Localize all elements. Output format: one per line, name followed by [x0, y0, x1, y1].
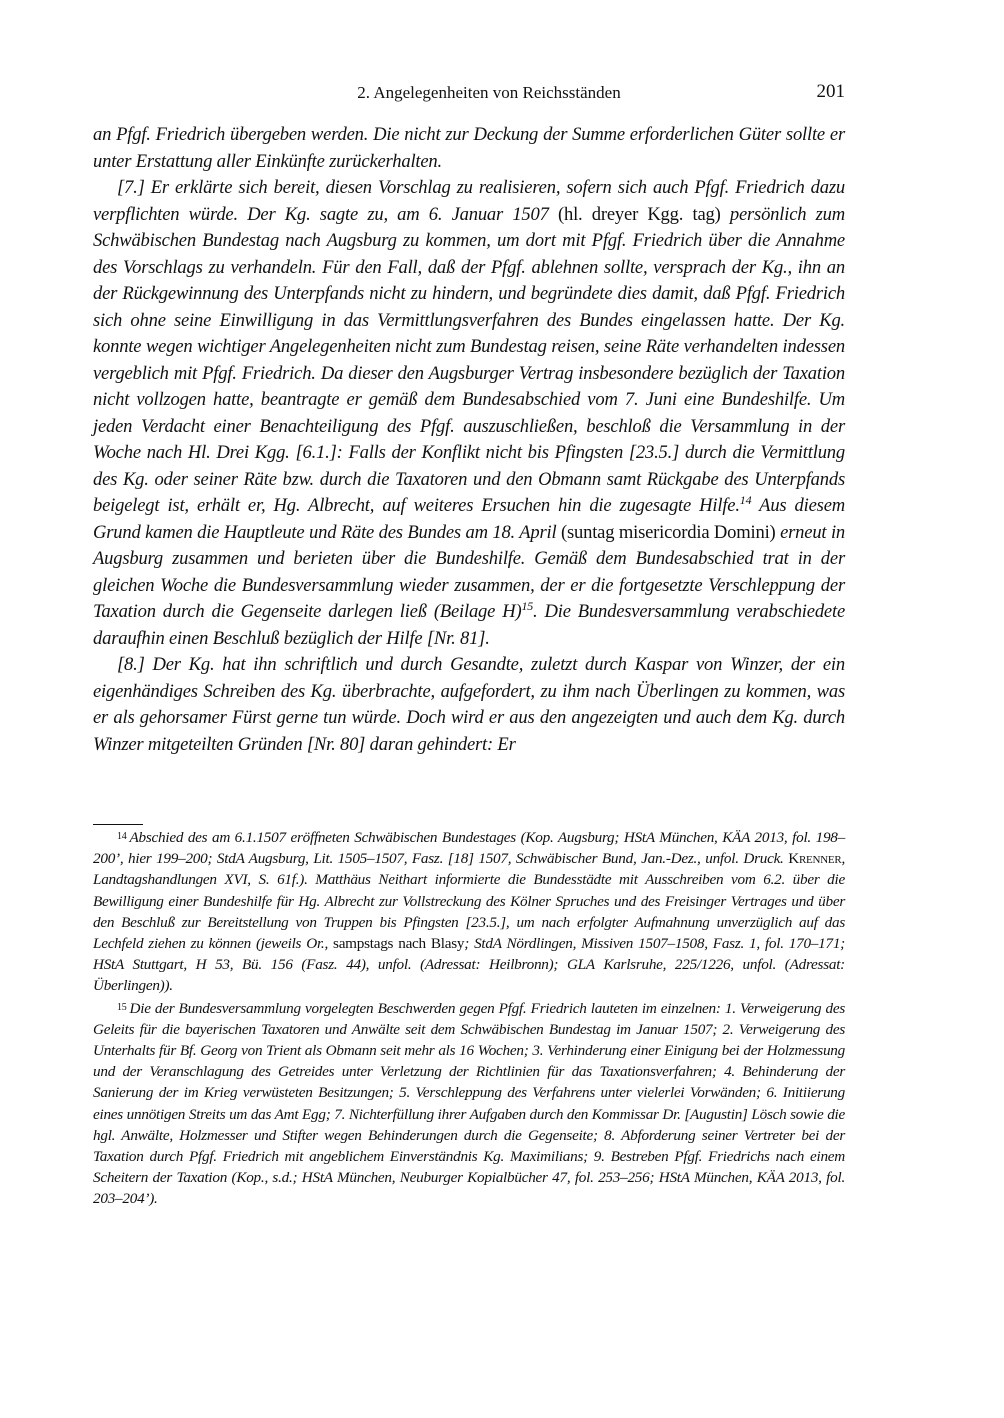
footnote-divider — [93, 824, 143, 825]
paragraph-continuation — [93, 122, 845, 175]
paragraph-text: [7.] Er erklärte sich bereit, diesen Vorschlag zu realisieren, sofern sich auch Pfgf. Friedrich dazu verpflichten würde. Der Kg. sagte zu, am 6. Januar 1507 — [93, 177, 845, 225]
footnote-text: Abschied des am 6.1.1507 eröffneten Schwäbischen Bundestages (Kop. Augsburg; HStA München, KÄA 2013, fol. 198–200’, hier 199–200; StdA Augsburg, Lit. 1505–1507, Fasz. [18] 1507, Schwäbischer Bund, Jan.-Dez., unfol. Druck. — [93, 829, 845, 868]
footnote-text: ; StdA Nördlingen, Missiven 1507–1508, Fasz. 1, fol. 170–171; HStA Stuttgart, H 53, Bü. 156 (Fasz. 44), unfol. (Adressat: Heilbronn); GLA Karlsruhe, 225/1226, unfol. (Adressat: Überlingen)). — [93, 935, 845, 995]
paragraph-text: [8.] Der Kg. hat ihn schriftlich und durch Gesandte, zuletzt durch Kaspar von Winzer, der ein eigenhändiges Schreiben des Kg. überbrachte, aufgefordert, zu ihm nach Überlingen zu kommen, was er als gehorsamer Fürst gerne tun würde. Doch wird er aus den angezeigten und auch dem Kg. durch Winzer mitgeteilten Gründen [Nr. 80] daran gehindert: Er — [93, 654, 845, 755]
paragraph-text: Aus diesem Grund kamen die Hauptleute und Räte des Bundes am 18. April — [93, 495, 845, 543]
quoted-date-source: (suntag misericordia Domini) — [560, 521, 776, 543]
paragraph-8 — [93, 652, 845, 758]
paragraph-7 — [93, 175, 845, 652]
footnote-number: 14 — [117, 831, 127, 842]
footnote-number: 15 — [117, 1001, 127, 1013]
running-head — [93, 83, 845, 107]
paragraph-text: an Pfgf. Friedrich übergeben werden. Die nicht zur Deckung der Summe erforderlichen Güter sollte er unter Erstattung aller Einkünfte zurückerhalten. — [93, 124, 845, 172]
footnote-15 — [93, 997, 845, 1210]
footnote-ref-14[interactable]: 14 — [739, 493, 752, 507]
footnote-text: , Landtagshandlungen XVI, S. 61f.). Matthäus Neithart informierte die Bundesstädte mit Ausschreiben vom 6.2. über die Bewilligung einer Bundeshilfe für Hg. Albrecht zur Vollstreckung des Kölner Spruches und des Freisinger Vertrages und über den Beschluß zur Bereitstellung von Truppen bis Pfingsten [23.5.], um nach erfolgter Aufmahnung unverzüglich auf das Lechfeld ziehen zu können (jeweils Or., — [93, 850, 845, 953]
paragraph-text: persönlich zum Schwäbischen Bundestag nach Augsburg zu kommen, um dort mit Pfgf. Friedrich über die Annahme des Vorschlags zu verhandeln. Für den Fall, daß der Pfgf. ablehnen sollte, versprach der Kg., ihn an der Rückgewinnung des Unterpfands nicht zu hindern, und begründete dies damit, daß Pfgf. Friedrich sich ohne seine Einwilligung in das Vermittlungsverfahren des Bundes eingelassen hatte. Der Kg. konnte wegen wichtiger Angelegenheiten nicht zum Bundestag reisen, seine Räte verhandelten indessen vergeblich mit Pfgf. Friedrich. Da dieser den Augsburger Vertrag insbesondere bezüglich der Taxation nicht vollzogen hatte, beantragte er gemäß dem Bundesabschied vom 7. Juni eine Bundeshilfe. Um jeden Verdacht einer Benachteiligung des Pfgf. auszuschließen, beschloß die Versammlung in der Woche nach Hl. Drei Kgg. [6.1.]: Falls der Konflikt nicht bis Pfingsten [23.5.] durch die Vermittlung des Kg. oder seiner Räte bzw. durch die Taxatoren und den Obmann samt Rückgabe des Unterpfands beigelegt ist, erhält er, Hg. Albrecht, auf weiteres Ersuchen hin die zugesagte Hilfe. — [93, 203, 845, 516]
paragraph-text: erneut in Augsburg zusammen und berieten über die Bundeshilfe. Gemäß dem Bundesabschied trat in der gleichen Woche die Bundesversammlung wieder zusammen, der er die fortgesetzte Verschleppung der Taxation durch die Gegenseite darlegen ließ (Beilage H) — [93, 521, 846, 622]
footnote-ref-15[interactable]: 15 — [521, 599, 534, 613]
author-name: Krenner — [788, 850, 842, 868]
footnote-14 — [93, 826, 845, 997]
footnotes — [93, 826, 845, 1210]
quoted-date-source: (hl. dreyer Kgg. tag) — [558, 203, 721, 225]
footnote-text: Die der Bundesversammlung vorgelegten Beschwerden gegen Pfgf. Friedrich lauteten im einzelnen: 1. Verweigerung des Geleits für die bayerischen Taxatoren und Anwälte seit dem Schwäbischen Bundestag im Januar 1507; 2. Verweigerung des Unterhalts für Bf. Georg von Trient als Obmann seit mehr als 16 Wochen; 3. Verhinderung einer Einigung bei der Holzmessung und der Veranschlagung des Getreides unter Verletzung der Richtlinien für das Taxationsverfahren; 4. Behinderung der Sanierung der im Krieg verwüsteten Besitzungen; 5. Verschleppung des Verfahrens unter vielerlei Vorwänden; 6. Initiierung eines unnötigen Streits um das Amt Egg; 7. Nichterfüllung ihrer Aufgaben durch den Kommissar Dr. [Augustin] Lösch sowie die hgl. Anwälte, Holzmesser und Stifter wegen Behinderungen durch die Gegenseite; 8. Abforderung seiner Vertreter bei der Taxation durch Pfgf. Friedrich mit angeblichem Einverständnis Kg. Maximilians; 9. Bestreben Pfgf. Friedrichs nach einem Scheitern der Taxation (Kop., s.d.; HStA München, Neuburger Kopialbücher 47, fol. 253–256; HStA München, KÄA 2013, fol. 203–204’). — [93, 999, 845, 1208]
running-title: 2. Angelegenheiten von Reichsständen — [357, 83, 621, 102]
quoted-date-source: sampstags nach Blasy — [333, 935, 465, 953]
paragraph-text: . Die Bundesversammlung verabschiedete daraufhin einen Beschluß bezüglich der Hilfe [Nr. 81]. — [93, 601, 845, 649]
page-number: 201 — [816, 81, 845, 102]
main-text — [93, 122, 845, 758]
